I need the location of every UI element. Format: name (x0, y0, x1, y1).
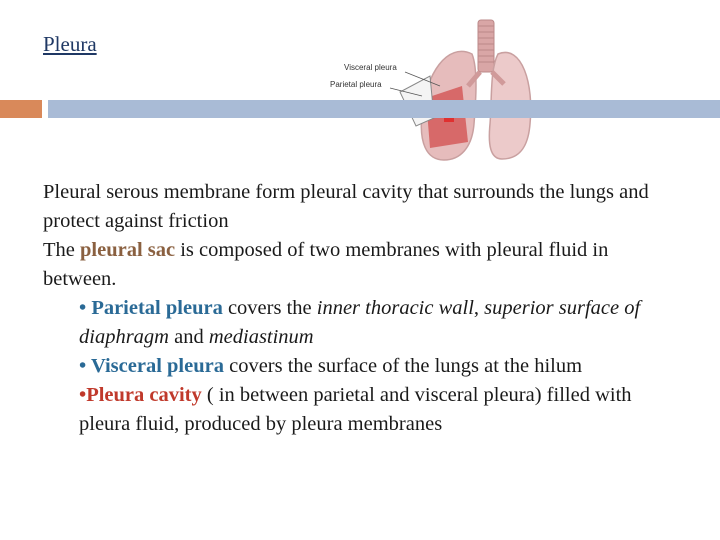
text-superior-surface-diaphragm: superior surface of diaphragm (79, 297, 641, 348)
lungs-illustration (322, 14, 534, 164)
text-fragment: , (473, 297, 485, 319)
lungs-image (322, 14, 534, 164)
text-inner-thoracic-wall: inner thoracic wall (316, 297, 474, 319)
text-fragment: is composed of two membranes with pleural fluid in between. (43, 239, 609, 290)
term-pleura-cavity: Pleura cavity (86, 384, 202, 406)
text-fragment: ( in between parietal and visceral pleura) filled with pleura fluid, produced by pleura membranes (79, 384, 632, 435)
visceral-pleura-label: Visceral pleura (344, 63, 397, 72)
bullet-parietal-pleura (43, 294, 683, 352)
bullet-visceral-pleura (43, 352, 683, 381)
text-fragment: covers the (222, 297, 317, 319)
paragraph-pleural-sac (43, 236, 683, 294)
term-visceral-pleura: Visceral pleura (90, 355, 224, 377)
text-mediastinum: mediastinum (208, 326, 314, 348)
bullet-marker: • (79, 355, 91, 377)
text-fragment: covers the surface of the lungs at the hilum (223, 355, 583, 377)
paragraph-definition: Pleural serous membrane form pleural cavity that surrounds the lungs and protect against friction (43, 181, 649, 232)
text-fragment: The (43, 239, 80, 261)
bullet-marker: • (79, 297, 92, 319)
text-fragment: and (168, 326, 209, 348)
accent-bar-orange (0, 100, 42, 118)
term-pleural-sac: pleural sac (80, 239, 176, 261)
slide-body (43, 178, 683, 439)
parietal-pleura-label: Parietal pleura (330, 80, 382, 89)
term-parietal-pleura: Parietal pleura (91, 297, 223, 319)
bullet-pleura-cavity (43, 381, 683, 439)
accent-bar-blue (48, 100, 720, 118)
slide-title: Pleura (43, 32, 97, 56)
bullet-marker: • (79, 384, 87, 406)
